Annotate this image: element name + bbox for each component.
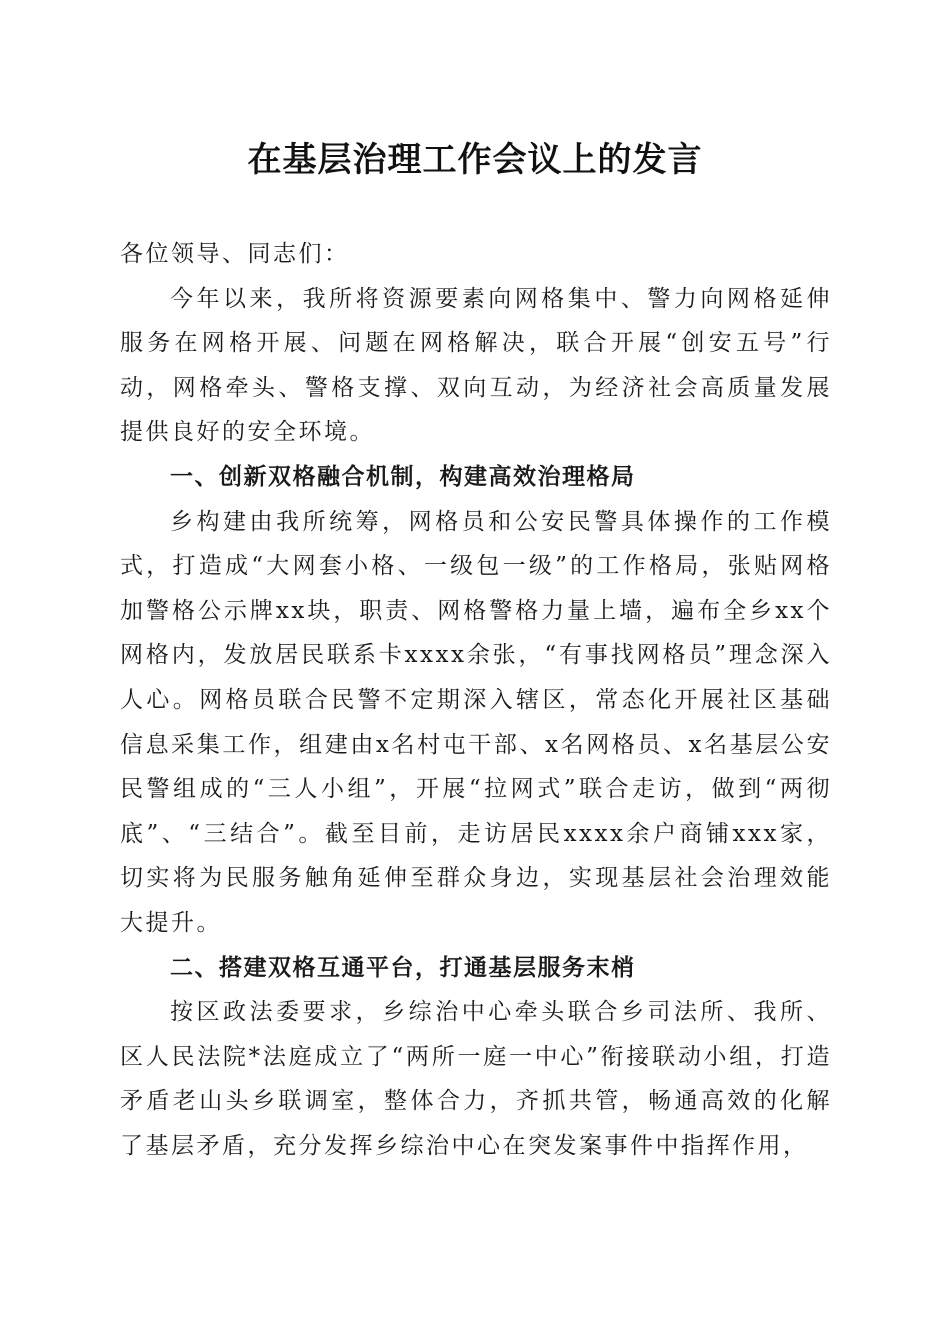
document-title: 在基层治理工作会议上的发言 — [247, 140, 703, 180]
salutation: 各位领导、同志们： — [120, 241, 350, 267]
section-heading-2: 二、搭建双格互通平台，打通基层服务末梢 — [170, 954, 636, 981]
section-heading-1: 一、创新双格融合机制，构建高效治理格局 — [170, 463, 636, 490]
paragraph-intro: 今年以来，我所将资源要素向网格集中、警力向网格延伸服务在网格开展、问题在网格解决，联合开展“创安五号”行动，网格牵头、警格支撑、双向互动，为经济社会高质量发展提供良好的安全环境。 — [120, 285, 832, 446]
paragraph-section-1: 乡构建由我所统筹，网格员和公安民警具体操作的工作模式，打造成“大网套小格、一级包一级”的工作格局，张贴网格加警格公示牌xx块，职责、网格警格力量上墙，遍布全乡xx个网格内，发放居民联系卡xxxx余张，“有事找网格员”理念深入人心。网格员联合民警不定期深入辖区，常态化开展社区基础信息采集工作，组建由x名村屯干部、x名网格员、x名基层公安民警组成的“三人小组”，开展“拉网式”联合走访，做到“两彻底”、“三结合”。截至目前，走访居民xxxx余户商铺xxx家，切实将为民服务触角延伸至群众身边，实现基层社会治理效能大提升。 — [120, 508, 832, 936]
paragraph-section-2: 按区政法委要求，乡综治中心牵头联合乡司法所、我所、区人民法院*法庭成立了“两所一庭一中心”衔接联动小组，打造矛盾老山头乡联调室，整体合力，齐抓共管，畅通高效的化解了基层矛盾，充分发挥乡综治中心在突发案事件中指挥作用， — [120, 999, 832, 1159]
document-body — [120, 232, 832, 1168]
